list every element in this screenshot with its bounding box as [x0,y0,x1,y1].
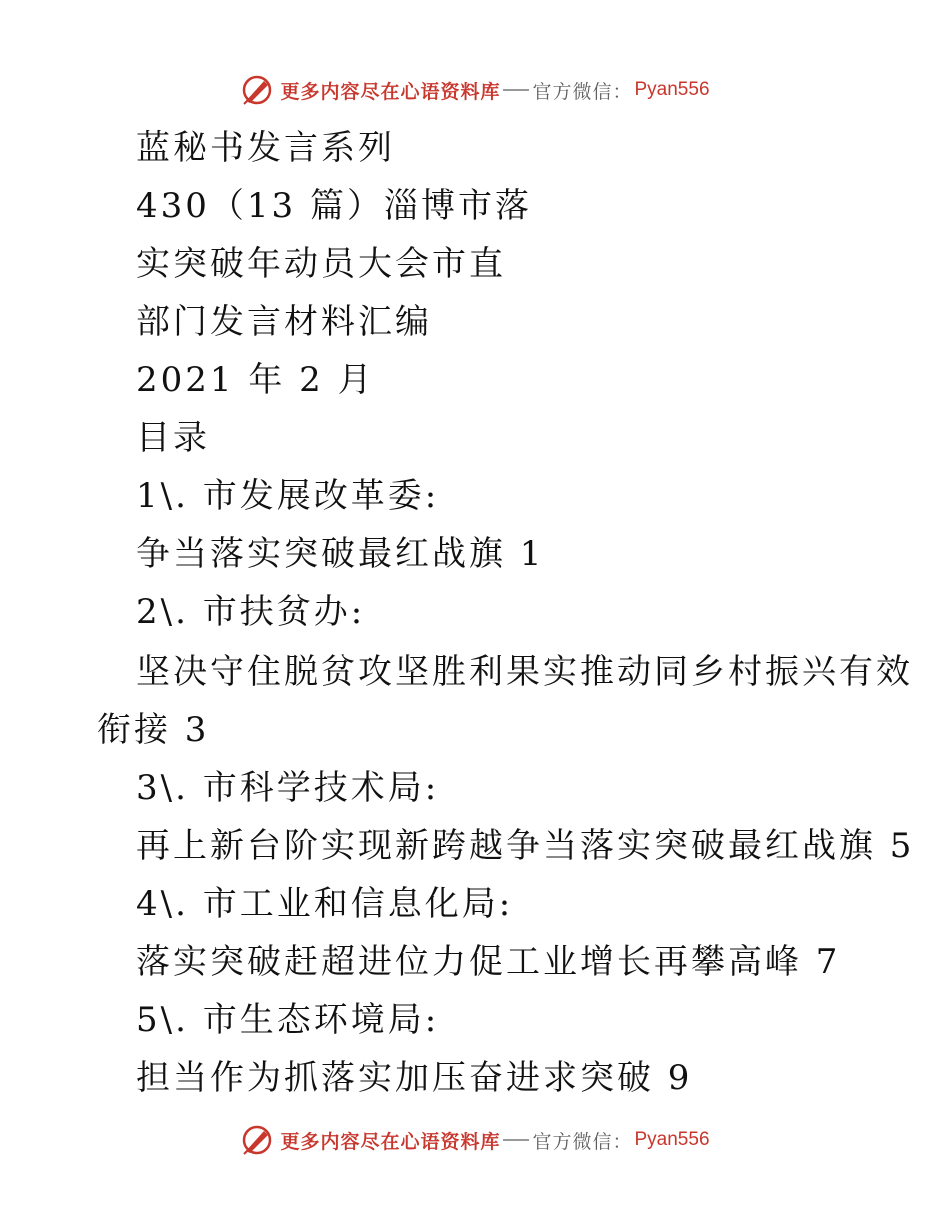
banner-dash [503,89,529,91]
doc-title-line-1: 430（13 篇）淄博市落 [136,186,532,226]
toc-item-1-dept: 1\. 市发展改革委: [136,476,440,516]
banner-wechat-id: Pyan556 [634,79,710,100]
pen-logo-icon [240,73,274,107]
banner-main-text: 更多内容尽在心语资料库 [280,80,501,103]
toc-item-3-dept: 3\. 市科学技术局: [136,768,440,808]
toc-item-5-title: 担当作为抓落实加压奋进求突破 9 [136,1058,693,1098]
banner-main-text: 更多内容尽在心语资料库 [280,1130,501,1153]
toc-heading: 目录 [136,418,210,458]
doc-title-line-3: 部门发言材料汇编 [136,302,432,342]
doc-title-line-2: 实突破年动员大会市直 [136,244,506,284]
toc-item-5-dept: 5\. 市生态环境局: [136,1000,440,1040]
toc-item-2-title-cont: 衔接 3 [97,710,210,750]
toc-item-1-title: 争当落实突破最红战旗 1 [136,534,545,574]
doc-series-title: 蓝秘书发言系列 [136,128,395,168]
doc-date: 2021 年 2 月 [136,360,375,400]
watermark-banner-top [0,70,950,110]
toc-item-2-title: 坚决守住脱贫攻坚胜利果实推动同乡村振兴有效 [136,652,913,692]
watermark-banner-bottom [0,1120,950,1160]
banner-dash [503,1139,529,1141]
banner-wechat-id: Pyan556 [634,1129,710,1150]
banner-sub-text: 官方微信： [532,1130,633,1153]
toc-item-4-dept: 4\. 市工业和信息化局: [136,884,514,924]
banner-sub-text: 官方微信： [532,80,633,103]
toc-item-2-dept: 2\. 市扶贫办: [136,592,366,632]
toc-item-4-title: 落实突破赶超进位力促工业增长再攀高峰 7 [136,942,841,982]
pen-logo-icon [240,1123,274,1157]
toc-item-3-title: 再上新台阶实现新跨越争当落实突破最红战旗 5 [136,826,915,866]
